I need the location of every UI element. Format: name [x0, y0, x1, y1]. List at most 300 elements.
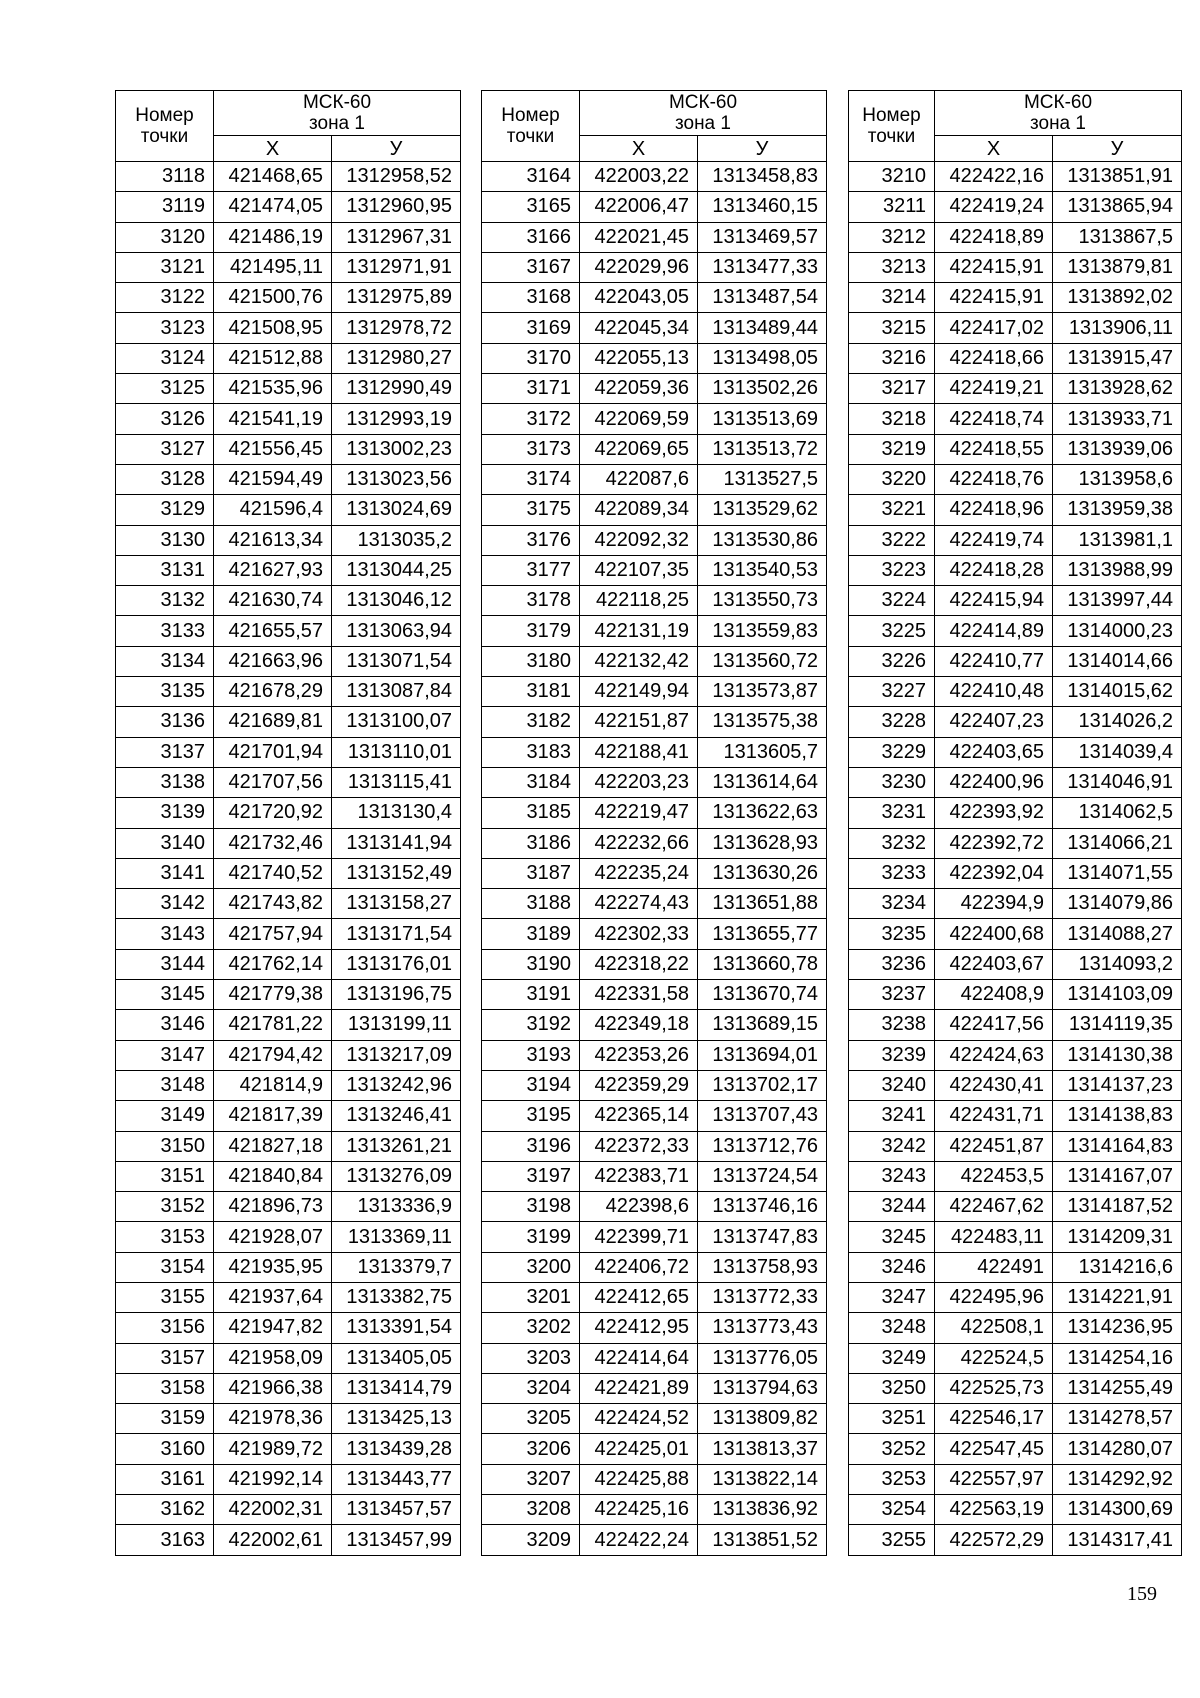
x-coordinate-cell: 422055,13 [580, 343, 698, 373]
point-number-cell: 3173 [482, 434, 580, 464]
point-number-cell: 3169 [482, 313, 580, 343]
point-number-cell: 3219 [849, 434, 935, 464]
point-number-cell: 3147 [116, 1040, 214, 1070]
point-number-cell: 3150 [116, 1131, 214, 1161]
point-number-cell: 3152 [116, 1192, 214, 1222]
table-row [482, 1040, 827, 1070]
point-number-cell: 3224 [849, 586, 935, 616]
x-coordinate-cell: 421495,11 [214, 252, 332, 282]
table-row [482, 1313, 827, 1343]
x-coordinate-cell: 422131,19 [580, 616, 698, 646]
table-row [116, 980, 461, 1010]
y-coordinate-cell: 1313836,92 [698, 1495, 827, 1525]
table-row [116, 343, 461, 373]
y-coordinate-cell: 1314280,07 [1053, 1434, 1182, 1464]
y-coordinate-cell: 1314062,5 [1053, 798, 1182, 828]
y-coordinate-cell: 1313046,12 [332, 586, 461, 616]
x-coordinate-cell: 422525,73 [935, 1373, 1053, 1403]
x-coordinate-cell: 421840,84 [214, 1161, 332, 1191]
y-coordinate-cell: 1313694,01 [698, 1040, 827, 1070]
table-row [116, 707, 461, 737]
point-number-cell: 3227 [849, 677, 935, 707]
table-row [482, 1495, 827, 1525]
point-number-cell: 3248 [849, 1313, 935, 1343]
x-coordinate-cell: 422372,33 [580, 1131, 698, 1161]
x-coordinate-cell: 422414,64 [580, 1343, 698, 1373]
table-row [849, 1252, 1182, 1282]
point-number-cell: 3205 [482, 1404, 580, 1434]
x-coordinate-cell: 421762,14 [214, 949, 332, 979]
table-row [482, 555, 827, 585]
page-number: 159 [1127, 1583, 1157, 1605]
point-number-cell: 3231 [849, 798, 935, 828]
x-coordinate-cell: 421781,22 [214, 1010, 332, 1040]
x-coordinate-cell: 422069,65 [580, 434, 698, 464]
x-coordinate-cell: 422451,87 [935, 1131, 1053, 1161]
y-coordinate-cell: 1313605,7 [698, 737, 827, 767]
point-number-cell: 3206 [482, 1434, 580, 1464]
x-coordinate-cell: 422546,17 [935, 1404, 1053, 1434]
table-row [116, 1373, 461, 1403]
x-coordinate-cell: 422029,96 [580, 252, 698, 282]
x-coordinate-cell: 421928,07 [214, 1222, 332, 1252]
coordinates-table-1 [115, 90, 461, 1556]
header-x: Х [935, 136, 1053, 162]
x-coordinate-cell: 422151,87 [580, 707, 698, 737]
x-coordinate-cell: 422392,72 [935, 828, 1053, 858]
table-row [849, 949, 1182, 979]
y-coordinate-cell: 1314138,83 [1053, 1101, 1182, 1131]
y-coordinate-cell: 1313217,09 [332, 1040, 461, 1070]
y-coordinate-cell: 1313110,01 [332, 737, 461, 767]
coordinates-table-3 [848, 90, 1182, 1556]
x-coordinate-cell: 422407,23 [935, 707, 1053, 737]
table-row [849, 858, 1182, 888]
x-coordinate-cell: 421989,72 [214, 1434, 332, 1464]
point-number-cell: 3252 [849, 1434, 935, 1464]
x-coordinate-cell: 422508,1 [935, 1313, 1053, 1343]
table-row [482, 1252, 827, 1282]
point-number-cell: 3233 [849, 858, 935, 888]
point-number-cell: 3237 [849, 980, 935, 1010]
table-row [849, 464, 1182, 494]
point-number-cell: 3154 [116, 1252, 214, 1282]
y-coordinate-cell: 1313158,27 [332, 889, 461, 919]
point-number-cell: 3244 [849, 1192, 935, 1222]
x-coordinate-cell: 422410,48 [935, 677, 1053, 707]
table-row [116, 1282, 461, 1312]
x-coordinate-cell: 422392,04 [935, 858, 1053, 888]
point-number-cell: 3119 [116, 192, 214, 222]
x-coordinate-cell: 422524,5 [935, 1343, 1053, 1373]
y-coordinate-cell: 1313199,11 [332, 1010, 461, 1040]
y-coordinate-cell: 1313622,63 [698, 798, 827, 828]
x-coordinate-cell: 422188,41 [580, 737, 698, 767]
table-row [116, 1525, 461, 1555]
x-coordinate-cell: 422232,66 [580, 828, 698, 858]
table-row [849, 798, 1182, 828]
y-coordinate-cell: 1313115,41 [332, 767, 461, 797]
point-number-cell: 3129 [116, 495, 214, 525]
x-coordinate-cell: 422132,42 [580, 646, 698, 676]
point-number-cell: 3211 [849, 192, 935, 222]
x-coordinate-cell: 421486,19 [214, 222, 332, 252]
y-coordinate-cell: 1313651,88 [698, 889, 827, 919]
table-row [482, 343, 827, 373]
y-coordinate-cell: 1313513,72 [698, 434, 827, 464]
point-number-cell: 3254 [849, 1495, 935, 1525]
table-row [482, 767, 827, 797]
y-coordinate-cell: 1314071,55 [1053, 858, 1182, 888]
y-coordinate-cell: 1313628,93 [698, 828, 827, 858]
point-number-cell: 3172 [482, 404, 580, 434]
y-coordinate-cell: 1314137,23 [1053, 1070, 1182, 1100]
table-row [849, 767, 1182, 797]
x-coordinate-cell: 421707,56 [214, 767, 332, 797]
y-coordinate-cell: 1313655,77 [698, 919, 827, 949]
y-coordinate-cell: 1313276,09 [332, 1161, 461, 1191]
y-coordinate-cell: 1312967,31 [332, 222, 461, 252]
x-coordinate-cell: 421966,38 [214, 1373, 332, 1403]
point-number-cell: 3200 [482, 1252, 580, 1282]
y-coordinate-cell: 1313915,47 [1053, 343, 1182, 373]
point-number-cell: 3140 [116, 828, 214, 858]
table-row [849, 1525, 1182, 1555]
table-row [482, 1131, 827, 1161]
y-coordinate-cell: 1313958,6 [1053, 464, 1182, 494]
point-number-cell: 3126 [116, 404, 214, 434]
x-coordinate-cell: 421663,96 [214, 646, 332, 676]
point-number-cell: 3165 [482, 192, 580, 222]
y-coordinate-cell: 1313176,01 [332, 949, 461, 979]
point-number-cell: 3242 [849, 1131, 935, 1161]
point-number-cell: 3136 [116, 707, 214, 737]
table-row [482, 949, 827, 979]
table-row [849, 192, 1182, 222]
point-number-cell: 3225 [849, 616, 935, 646]
y-coordinate-cell: 1312993,19 [332, 404, 461, 434]
point-number-cell: 3250 [849, 1373, 935, 1403]
x-coordinate-cell: 421794,42 [214, 1040, 332, 1070]
table-row [849, 555, 1182, 585]
x-coordinate-cell: 422424,52 [580, 1404, 698, 1434]
table-row [116, 1434, 461, 1464]
y-coordinate-cell: 1313988,99 [1053, 555, 1182, 585]
point-number-cell: 3121 [116, 252, 214, 282]
y-coordinate-cell: 1313575,38 [698, 707, 827, 737]
y-coordinate-cell: 1313670,74 [698, 980, 827, 1010]
point-number-cell: 3239 [849, 1040, 935, 1070]
point-number-cell: 3163 [116, 1525, 214, 1555]
point-number-cell: 3143 [116, 919, 214, 949]
x-coordinate-cell: 422089,34 [580, 495, 698, 525]
y-coordinate-cell: 1313851,52 [698, 1525, 827, 1555]
table-row [849, 374, 1182, 404]
y-coordinate-cell: 1314187,52 [1053, 1192, 1182, 1222]
y-coordinate-cell: 1314000,23 [1053, 616, 1182, 646]
y-coordinate-cell: 1313498,05 [698, 343, 827, 373]
x-coordinate-cell: 422415,94 [935, 586, 1053, 616]
x-coordinate-cell: 422274,43 [580, 889, 698, 919]
table-row [849, 919, 1182, 949]
y-coordinate-cell: 1313997,44 [1053, 586, 1182, 616]
table-row [849, 1434, 1182, 1464]
table-row [849, 525, 1182, 555]
x-coordinate-cell: 422418,66 [935, 343, 1053, 373]
table-row [116, 737, 461, 767]
x-coordinate-cell: 421817,39 [214, 1101, 332, 1131]
y-coordinate-cell: 1313747,83 [698, 1222, 827, 1252]
table-row [482, 616, 827, 646]
table-row [482, 1434, 827, 1464]
y-coordinate-cell: 1313614,64 [698, 767, 827, 797]
table-row [849, 1040, 1182, 1070]
y-coordinate-cell: 1313458,83 [698, 162, 827, 192]
x-coordinate-cell: 421743,82 [214, 889, 332, 919]
y-coordinate-cell: 1313443,77 [332, 1464, 461, 1494]
table-row [482, 162, 827, 192]
header-x: Х [580, 136, 698, 162]
x-coordinate-cell: 422006,47 [580, 192, 698, 222]
x-coordinate-cell: 422421,89 [580, 1373, 698, 1403]
table-row [116, 495, 461, 525]
y-coordinate-cell: 1313813,37 [698, 1434, 827, 1464]
x-coordinate-cell: 422430,41 [935, 1070, 1053, 1100]
y-coordinate-cell: 1313369,11 [332, 1222, 461, 1252]
point-number-cell: 3128 [116, 464, 214, 494]
table-row [116, 919, 461, 949]
table-row [849, 222, 1182, 252]
y-coordinate-cell: 1313559,83 [698, 616, 827, 646]
point-number-cell: 3151 [116, 1161, 214, 1191]
y-coordinate-cell: 1313851,91 [1053, 162, 1182, 192]
table-row [482, 1282, 827, 1312]
x-coordinate-cell: 422403,65 [935, 737, 1053, 767]
x-coordinate-cell: 422059,36 [580, 374, 698, 404]
x-coordinate-cell: 422419,21 [935, 374, 1053, 404]
point-number-cell: 3228 [849, 707, 935, 737]
point-number-cell: 3158 [116, 1373, 214, 1403]
y-coordinate-cell: 1314088,27 [1053, 919, 1182, 949]
y-coordinate-cell: 1313171,54 [332, 919, 461, 949]
point-number-cell: 3120 [116, 222, 214, 252]
x-coordinate-cell: 421627,93 [214, 555, 332, 585]
point-number-cell: 3161 [116, 1464, 214, 1494]
point-number-cell: 3255 [849, 1525, 935, 1555]
table-row [482, 586, 827, 616]
point-number-cell: 3171 [482, 374, 580, 404]
table-row [849, 1010, 1182, 1040]
y-coordinate-cell: 1313702,17 [698, 1070, 827, 1100]
x-coordinate-cell: 422418,96 [935, 495, 1053, 525]
x-coordinate-cell: 421500,76 [214, 283, 332, 313]
x-coordinate-cell: 422424,63 [935, 1040, 1053, 1070]
point-number-cell: 3148 [116, 1070, 214, 1100]
table-row [849, 1404, 1182, 1434]
x-coordinate-cell: 422003,22 [580, 162, 698, 192]
point-number-cell: 3122 [116, 283, 214, 313]
table-row [116, 1404, 461, 1434]
y-coordinate-cell: 1313772,33 [698, 1282, 827, 1312]
y-coordinate-cell: 1314209,31 [1053, 1222, 1182, 1252]
x-coordinate-cell: 422349,18 [580, 1010, 698, 1040]
y-coordinate-cell: 1314119,35 [1053, 1010, 1182, 1040]
y-coordinate-cell: 1313071,54 [332, 646, 461, 676]
x-coordinate-cell: 422408,9 [935, 980, 1053, 1010]
point-number-cell: 3146 [116, 1010, 214, 1040]
table-row [116, 1464, 461, 1494]
x-coordinate-cell: 422318,22 [580, 949, 698, 979]
y-coordinate-cell: 1313405,05 [332, 1343, 461, 1373]
table-row [482, 1010, 827, 1040]
x-coordinate-cell: 422399,71 [580, 1222, 698, 1252]
y-coordinate-cell: 1313981,1 [1053, 525, 1182, 555]
x-coordinate-cell: 422021,45 [580, 222, 698, 252]
x-coordinate-cell: 422422,24 [580, 1525, 698, 1555]
x-coordinate-cell: 421958,09 [214, 1343, 332, 1373]
point-number-cell: 3193 [482, 1040, 580, 1070]
y-coordinate-cell: 1314079,86 [1053, 889, 1182, 919]
table-row [482, 464, 827, 494]
point-number-cell: 3141 [116, 858, 214, 888]
x-coordinate-cell: 421814,9 [214, 1070, 332, 1100]
x-coordinate-cell: 421947,82 [214, 1313, 332, 1343]
y-coordinate-cell: 1313660,78 [698, 949, 827, 979]
x-coordinate-cell: 421935,95 [214, 1252, 332, 1282]
point-number-cell: 3202 [482, 1313, 580, 1343]
point-number-cell: 3236 [849, 949, 935, 979]
y-coordinate-cell: 1313477,33 [698, 252, 827, 282]
y-coordinate-cell: 1313100,07 [332, 707, 461, 737]
table-row [116, 646, 461, 676]
point-number-cell: 3253 [849, 1464, 935, 1494]
point-number-cell: 3221 [849, 495, 935, 525]
x-coordinate-cell: 422419,74 [935, 525, 1053, 555]
table-row [116, 1495, 461, 1525]
x-coordinate-cell: 422467,62 [935, 1192, 1053, 1222]
table-row [482, 404, 827, 434]
y-coordinate-cell: 1313630,26 [698, 858, 827, 888]
x-coordinate-cell: 422045,34 [580, 313, 698, 343]
x-coordinate-cell: 422483,11 [935, 1222, 1053, 1252]
point-number-cell: 3222 [849, 525, 935, 555]
y-coordinate-cell: 1313550,73 [698, 586, 827, 616]
point-number-cell: 3238 [849, 1010, 935, 1040]
point-number-cell: 3185 [482, 798, 580, 828]
table-row [482, 1404, 827, 1434]
table-row [482, 737, 827, 767]
point-number-cell: 3215 [849, 313, 935, 343]
table-row [116, 949, 461, 979]
x-coordinate-cell: 421896,73 [214, 1192, 332, 1222]
table-row [116, 283, 461, 313]
x-coordinate-cell: 421630,74 [214, 586, 332, 616]
y-coordinate-cell: 1313002,23 [332, 434, 461, 464]
point-number-cell: 3162 [116, 1495, 214, 1525]
table-row [116, 464, 461, 494]
x-coordinate-cell: 422417,56 [935, 1010, 1053, 1040]
y-coordinate-cell: 1313457,99 [332, 1525, 461, 1555]
y-coordinate-cell: 1313382,75 [332, 1282, 461, 1312]
y-coordinate-cell: 1314014,66 [1053, 646, 1182, 676]
table-row [482, 1070, 827, 1100]
x-coordinate-cell: 422002,61 [214, 1525, 332, 1555]
point-number-cell: 3144 [116, 949, 214, 979]
x-coordinate-cell: 422431,71 [935, 1101, 1053, 1131]
y-coordinate-cell: 1313487,54 [698, 283, 827, 313]
x-coordinate-cell: 422425,88 [580, 1464, 698, 1494]
point-number-cell: 3212 [849, 222, 935, 252]
point-number-cell: 3142 [116, 889, 214, 919]
table-row [849, 283, 1182, 313]
y-coordinate-cell: 1312960,95 [332, 192, 461, 222]
y-coordinate-cell: 1313530,86 [698, 525, 827, 555]
table-row [116, 1131, 461, 1161]
point-number-cell: 3130 [116, 525, 214, 555]
table-row [482, 283, 827, 313]
table-row [116, 1313, 461, 1343]
x-coordinate-cell: 422118,25 [580, 586, 698, 616]
point-number-cell: 3240 [849, 1070, 935, 1100]
point-number-cell: 3247 [849, 1282, 935, 1312]
point-number-cell: 3127 [116, 434, 214, 464]
x-coordinate-cell: 422235,24 [580, 858, 698, 888]
point-number-cell: 3123 [116, 313, 214, 343]
point-number-cell: 3179 [482, 616, 580, 646]
table-row [482, 828, 827, 858]
y-coordinate-cell: 1313822,14 [698, 1464, 827, 1494]
table-row [116, 374, 461, 404]
x-coordinate-cell: 422087,6 [580, 464, 698, 494]
point-number-cell: 3118 [116, 162, 214, 192]
point-number-cell: 3243 [849, 1161, 935, 1191]
x-coordinate-cell: 422149,94 [580, 677, 698, 707]
y-coordinate-cell: 1313867,5 [1053, 222, 1182, 252]
point-number-cell: 3246 [849, 1252, 935, 1282]
table-row [116, 1161, 461, 1191]
y-coordinate-cell: 1312980,27 [332, 343, 461, 373]
x-coordinate-cell: 422359,29 [580, 1070, 698, 1100]
y-coordinate-cell: 1314103,09 [1053, 980, 1182, 1010]
point-number-cell: 3157 [116, 1343, 214, 1373]
y-coordinate-cell: 1313242,96 [332, 1070, 461, 1100]
table-row [116, 858, 461, 888]
x-coordinate-cell: 422453,5 [935, 1161, 1053, 1191]
table-row [482, 1222, 827, 1252]
y-coordinate-cell: 1313712,76 [698, 1131, 827, 1161]
y-coordinate-cell: 1312971,91 [332, 252, 461, 282]
point-number-cell: 3149 [116, 1101, 214, 1131]
y-coordinate-cell: 1313959,38 [1053, 495, 1182, 525]
header-coordinate-system: МСК-60 зона 1 [935, 91, 1182, 136]
point-number-cell: 3218 [849, 404, 935, 434]
x-coordinate-cell: 422412,65 [580, 1282, 698, 1312]
table-row [116, 555, 461, 585]
x-coordinate-cell: 421556,45 [214, 434, 332, 464]
point-number-cell: 3229 [849, 737, 935, 767]
y-coordinate-cell: 1312978,72 [332, 313, 461, 343]
x-coordinate-cell: 422418,89 [935, 222, 1053, 252]
y-coordinate-cell: 1313513,69 [698, 404, 827, 434]
y-coordinate-cell: 1313724,54 [698, 1161, 827, 1191]
y-coordinate-cell: 1313906,11 [1053, 313, 1182, 343]
header-y: У [1053, 136, 1182, 162]
point-number-cell: 3197 [482, 1161, 580, 1191]
table-row [482, 1192, 827, 1222]
y-coordinate-cell: 1313560,72 [698, 646, 827, 676]
x-coordinate-cell: 422107,35 [580, 555, 698, 585]
point-number-cell: 3153 [116, 1222, 214, 1252]
